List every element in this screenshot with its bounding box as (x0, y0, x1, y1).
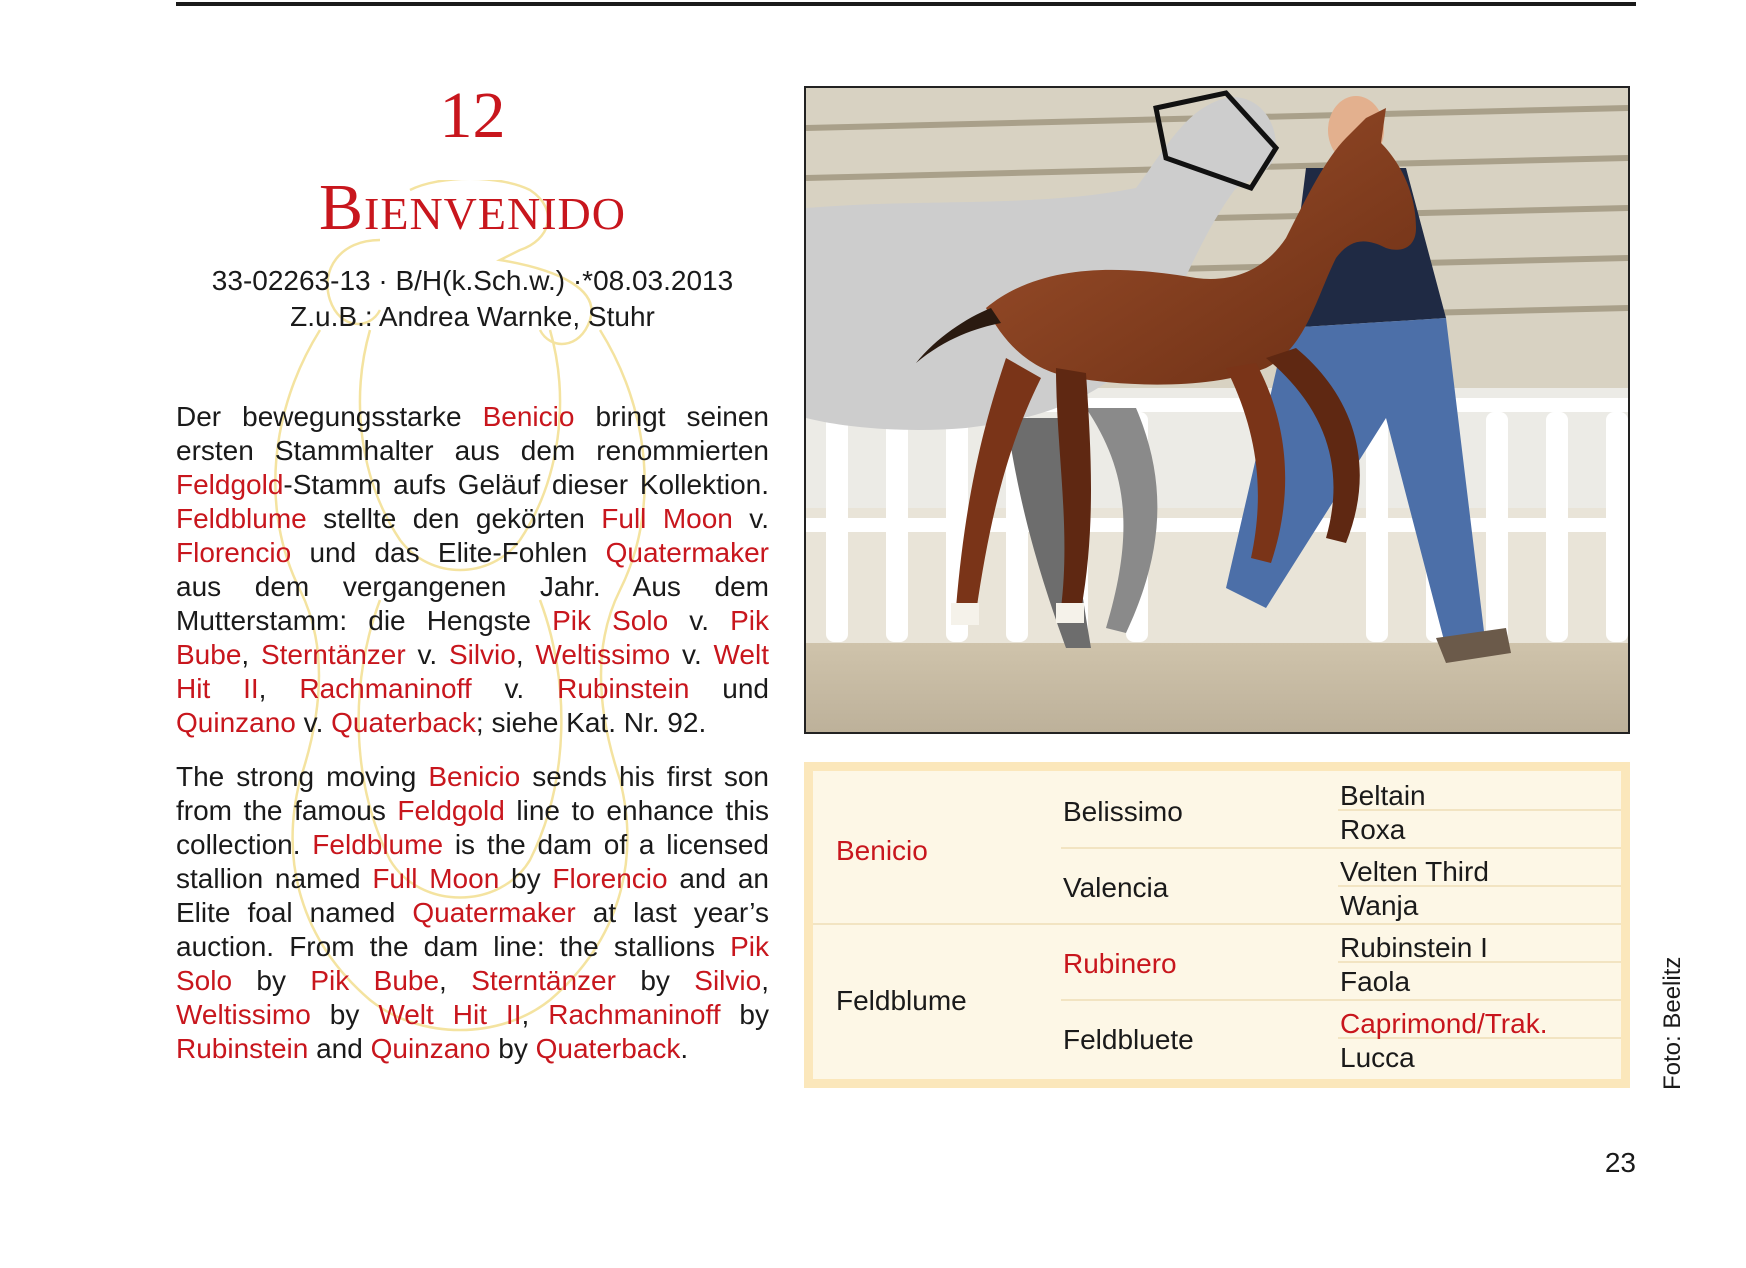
pedigree-sire: Benicio (836, 835, 928, 866)
horse-photo (804, 86, 1630, 734)
text-run: by (615, 965, 695, 996)
pedigree-sire-dam: Valencia (1063, 872, 1169, 903)
horse-name-reference: Benicio (482, 401, 575, 432)
horse-name-reference: Florencio (176, 537, 292, 568)
text-run: , (439, 965, 472, 996)
description-german-text (176, 400, 769, 740)
horse-name-reference: Feldgold (397, 795, 505, 826)
horse-name-reference: Quaterback (535, 1033, 681, 1064)
text-run: . (680, 1033, 689, 1064)
horse-name-reference: Full Moon (372, 863, 500, 894)
text-run: by (720, 999, 769, 1030)
top-rule (176, 2, 1636, 6)
horse-name-reference: Florencio (552, 863, 668, 894)
text-run: The strong moving (176, 761, 429, 792)
text-run: and (308, 1033, 371, 1064)
horse-name-reference: Rachmaninoff (548, 999, 721, 1030)
horse-name-reference: Weltissimo (176, 999, 311, 1030)
horse-name: Bienvenido (319, 171, 626, 244)
text-run: and an Elite foal named (176, 863, 769, 928)
text-run: -Stamm aufs Geläuf dieser Kollektion. (283, 469, 769, 500)
horse-name-reference: Quinzano (176, 707, 296, 738)
text-run: by (499, 863, 553, 894)
pedigree-sire-sire-dam: Roxa (1340, 814, 1406, 845)
breeder-line: Z.u.B.: Andrea Warnke, Stuhr (290, 301, 655, 332)
text-run: by (310, 999, 379, 1030)
page-number: 23 (1604, 1147, 1636, 1178)
horse-name-reference: Pik Bube (176, 605, 770, 670)
horse-name-reference: Welt Hit II (378, 999, 522, 1030)
pedigree-dam-sire: Rubinero (1063, 948, 1177, 979)
pedigree-dam-dam-dam: Lucca (1340, 1042, 1415, 1073)
horse-name-reference: Sterntänzer (260, 639, 406, 670)
text-run: Der bewegungsstarke (176, 401, 483, 432)
horse-name-reference: Feldblume (312, 829, 444, 860)
text-run: line to enhance this collection. (176, 795, 769, 860)
text-run: by (490, 1033, 536, 1064)
text-run: , (521, 999, 549, 1030)
text-run: bringt seinen ersten Stammhalter aus dem renommierten (176, 401, 770, 466)
text-run: by (232, 965, 311, 996)
pedigree-dam-dam: Feldbluete (1063, 1024, 1194, 1055)
text-run: ; siehe Kat. Nr. 92. (475, 707, 707, 738)
pedigree-sire-dam-sire: Velten Third (1340, 856, 1489, 887)
description-german (176, 400, 769, 740)
horse-name-reference: Feldgold (176, 469, 284, 500)
text-run: v. (295, 707, 332, 738)
horse-name-reference: Welt Hit II (176, 639, 769, 704)
horse-name-reference: Full Moon (601, 503, 733, 534)
pedigree-dam: Feldblume (836, 985, 967, 1016)
horse-name-reference: Pik Bube (310, 965, 440, 996)
text-run: v. (471, 673, 558, 704)
pedigree-inner (813, 771, 1621, 1079)
text-run: , (515, 639, 536, 670)
text-run: und das Elite-Fohlen (291, 537, 606, 568)
text-run: , (761, 965, 769, 996)
text-run: stellte den gekörten (306, 503, 602, 534)
horse-name-reference: Pik Solo (552, 605, 669, 636)
horse-name-reference: Silvio (448, 639, 516, 670)
pedigree-dam-dam-sire: Caprimond/Trak. (1340, 1008, 1548, 1039)
pedigree-dam-sire-sire: Rubinstein I (1340, 932, 1488, 963)
pedigree-divider-sire (1061, 847, 1621, 849)
text-run: sends his first son from the famous (176, 761, 769, 826)
horse-name-reference: Weltissimo (535, 639, 671, 670)
horse-name-reference: Rachmaninoff (299, 673, 472, 704)
registration-line: 33-02263-13 · B/H(k.Sch.w.) ·*08.03.2013 (211, 265, 734, 296)
text-run: v. (732, 503, 770, 534)
horse-name-reference: Sterntänzer (471, 965, 616, 996)
pedigree-divider-dam (1061, 999, 1621, 1001)
description-english (176, 760, 769, 1066)
horse-name-reference: Rubinstein (557, 673, 690, 704)
text-run: und (689, 673, 770, 704)
text-run: , (241, 639, 261, 670)
horse-name-reference: Quatermaker (605, 537, 769, 568)
pedigree-sire-sire-sire: Beltain (1340, 780, 1426, 811)
arena-sand (806, 643, 1628, 732)
horse-name-reference: Benicio (428, 761, 521, 792)
text-run: v. (670, 639, 714, 670)
text-run: is the dam of a licensed stallion named (176, 829, 769, 894)
horse-name-reference: Pik Solo (176, 931, 769, 996)
text-run: aus dem vergangenen Jahr. Aus dem Mutterstamm: die Hengste (176, 571, 769, 636)
horse-name-reference: Quaterback (331, 707, 476, 738)
horse-name-reference: Feldblume (176, 503, 307, 534)
horse-name-reference: Quatermaker (412, 897, 576, 928)
text-run: at last year’s auction. From the dam line: the stallions (176, 897, 770, 962)
pedigree-dam-sire-dam: Faola (1340, 966, 1411, 997)
description-english-text (176, 760, 769, 1066)
horse-name-reference: Silvio (694, 965, 762, 996)
text-run: , (258, 673, 300, 704)
photo-credit: Foto: Beelitz (1659, 956, 1686, 1090)
horse-name-reference: Rubinstein (176, 1033, 309, 1064)
lot-number: 12 (439, 79, 506, 152)
text-run: v. (405, 639, 449, 670)
pedigree-table (804, 762, 1630, 1088)
pedigree-sire-dam-dam: Wanja (1340, 890, 1419, 921)
text-run: v. (668, 605, 731, 636)
pedigree-divider-main (813, 923, 1621, 925)
horse-name-reference: Quinzano (370, 1033, 491, 1064)
pedigree-sire-sire: Belissimo (1063, 796, 1183, 827)
